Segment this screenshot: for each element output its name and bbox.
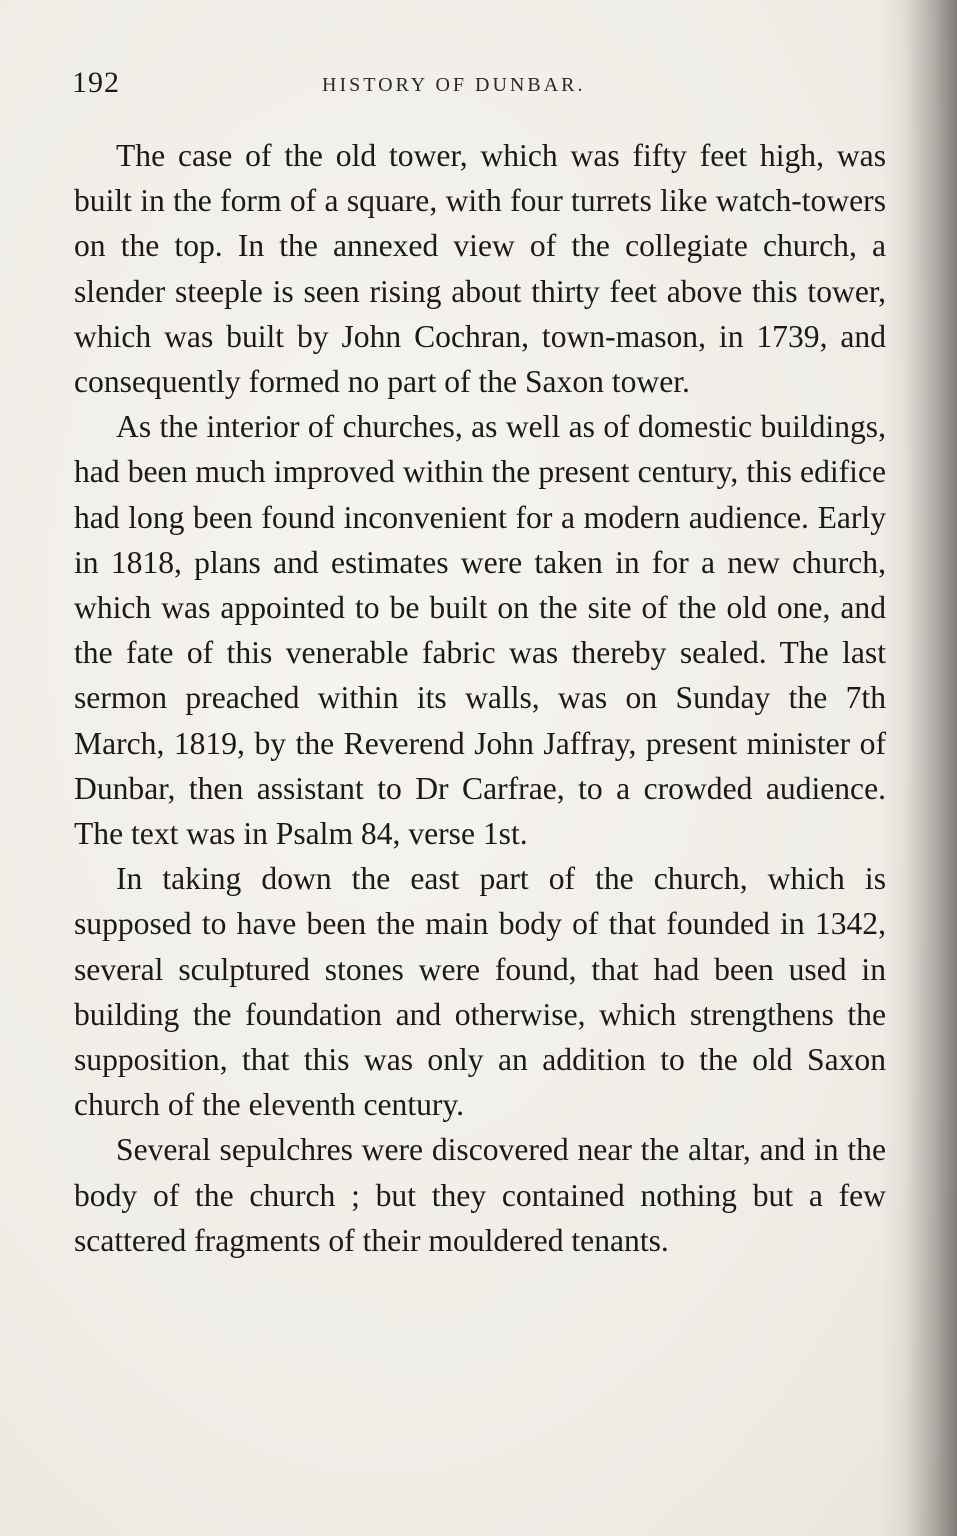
paragraph: Several sepulchres were discovered near the altar, and in the body of the church ; but they contained nothing but a few scattered fragments of their mouldered tenants. — [74, 1132, 886, 1258]
paragraph: In taking down the east part of the church, which is supposed to have been the main body of that founded in 1342, several sculptured stones were found, that had been used in building the foundation and otherwise, which strengthens the supposition, that this was only an addition to the old Saxon church of the eleventh century. — [74, 861, 886, 1123]
body-text — [74, 133, 886, 1263]
page-number: 192 — [72, 66, 120, 99]
paragraph: The case of the old tower, which was fifty feet high, was built in the form of a square, with four turrets like watch-towers on the top. In the annexed view of the collegiate church, a slender steeple is seen rising about thirty feet above this tower, which was built by John Cochran, town-mason, in 1739, and consequently formed no part of the Saxon tower. — [74, 138, 886, 400]
paragraph: As the interior of churches, as well as of domestic buildings, had been much improved within the present century, this edifice had long been found inconvenient for a modern audience. Early in 1818, plans and estimates were taken in for a new church, which was appointed to be built on the site of the old one, and the fate of this venerable fabric was thereby sealed. The last sermon preached within its walls, was on Sunday the 7th March, 1819, by the Reverend John Jaffray, present minister of Dunbar, then assistant to Dr Carfrae, to a crowded audience. The text was in Psalm 84, verse 1st. — [74, 409, 886, 852]
running-title: HISTORY OF DUNBAR. — [322, 74, 586, 96]
page-header — [72, 66, 882, 106]
